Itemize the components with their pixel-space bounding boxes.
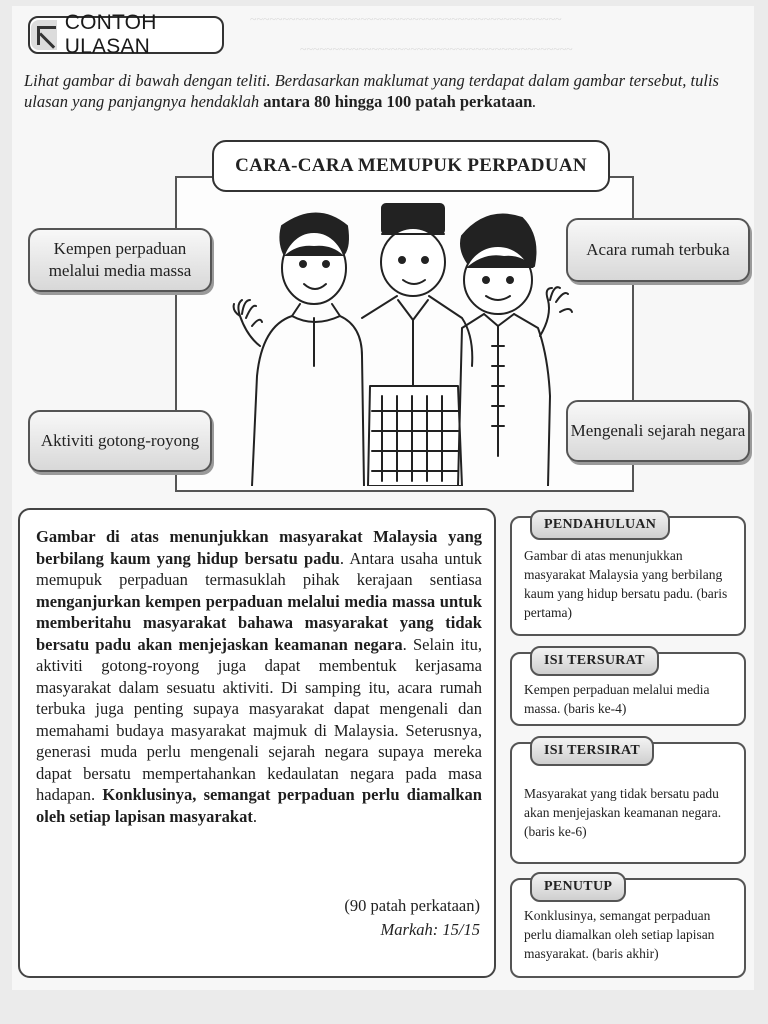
- section-header: [28, 11, 224, 58]
- show-through-text: ~~~~~~~~~~~~~~~~~~~~~~~~~~~~~~~~~~~~~~~~~~: [300, 42, 573, 56]
- note-text-implicit: Masyarakat yang tidak bersatu padu akan menjejaskan keamanan negara. (baris ke-6): [524, 786, 722, 839]
- note-text-explicit: Kempen perpaduan melalui media massa. (baris ke-4): [524, 682, 710, 716]
- marks: Markah: 15/15: [380, 920, 480, 939]
- note-implicit: [510, 742, 746, 864]
- show-through-text: ~~~~~~~~~~~~~~~~~~~~~~~~~~~~~~~~~~~~~~~~~~~~~~~~: [250, 12, 562, 26]
- picture-title: CARA-CARA MEMUPUK PERPADUAN: [212, 140, 610, 192]
- instructions-end: .: [532, 92, 537, 111]
- essay-text: [36, 526, 482, 827]
- note-introduction: [510, 516, 746, 636]
- essay-body: . Selain itu, aktiviti gotong-royong juga dapat membentuk kerjasama masyarakat dalam sesuatu aktiviti. Di samping itu, acara rumah terbuka juga penting supaya masyarakat dapat mengenali dan memahami budaya masyarakat majmuk di Malaysia. Seterusnya, generasi muda perlu mengenali sejarah negara supaya mereka dapat bersatu mempertahankan kedaulatan negara pada masa hadapan.: [36, 634, 482, 804]
- note-tag-introduction: PENDAHULUAN: [530, 510, 670, 540]
- essay-conclusion: Konklusinya, semangat perpaduan perlu diamalkan oleh setiap lapisan masyarakat: [36, 785, 482, 826]
- note-text-closing: Konklusinya, semangat perpaduan perlu diamalkan oleh setiap lapisan masyarakat. (baris akhir): [524, 908, 715, 961]
- instructions: [24, 70, 736, 112]
- essay-box: [18, 508, 496, 978]
- word-count: (90 patah perkataan): [344, 896, 480, 915]
- callout-national-history: Mengenali sejarah negara: [566, 400, 750, 462]
- note-explicit: [510, 652, 746, 726]
- left-boy-figure: [234, 214, 364, 487]
- center-boy-figure: [362, 204, 472, 486]
- essay-explicit-point: menganjurkan kempen perpaduan melalui media massa untuk memberitahu masyarakat bahawa masyarakat yang tidak bersatu padu akan menjejaskan keamanan negara: [36, 591, 482, 654]
- instructions-text: Lihat gambar di bawah dengan teliti. Berdasarkan maklumat yang terdapat dalam gambar tersebut, tulis ulasan yang panjangnya hendaklah: [24, 71, 719, 111]
- essay-end: .: [252, 806, 257, 826]
- callout-media-campaign: Kempen perpaduan melalui media massa: [28, 228, 212, 292]
- callout-open-house: Acara rumah terbuka: [566, 218, 750, 282]
- corner-arrow-icon: [31, 20, 57, 50]
- note-tag-implicit: ISI TERSIRAT: [530, 736, 654, 766]
- note-text-introduction: Gambar di atas menunjukkan masyarakat Malaysia yang berbilang kaum yang hidup bersatu padu. (baris pertama): [524, 548, 728, 620]
- right-boy-figure: [458, 215, 572, 486]
- note-closing: [510, 878, 746, 978]
- instructions-word-range: antara 80 hingga 100 patah perkataan: [263, 92, 533, 111]
- callout-gotong-royong: Aktiviti gotong-royong: [28, 410, 212, 472]
- three-friends-illustration: [222, 196, 582, 486]
- note-tag-closing: PENUTUP: [530, 872, 626, 902]
- essay-intro: Gambar di atas menunjukkan masyarakat Malaysia yang berbilang kaum yang hidup bersatu padu: [36, 527, 482, 568]
- note-tag-explicit: ISI TERSURAT: [530, 646, 659, 676]
- section-title: CONTOH ULASAN: [64, 11, 157, 58]
- essay-segment: . Antara usaha untuk memupuk perpaduan termasuklah pihak kerajaan sentiasa: [36, 548, 482, 589]
